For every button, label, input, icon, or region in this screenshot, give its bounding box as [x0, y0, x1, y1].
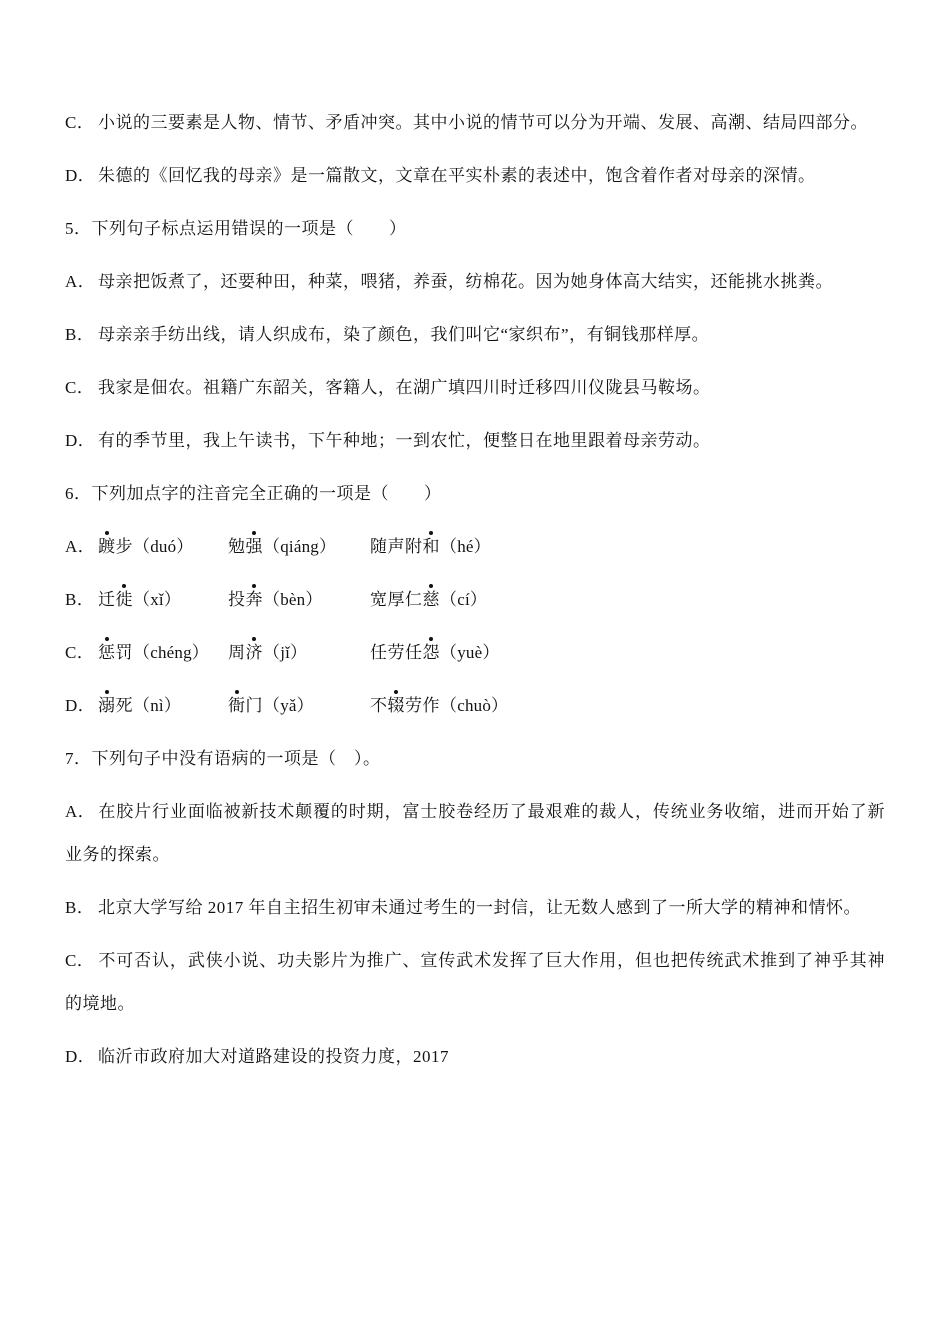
option-text: 母亲亲手纺出线，请人织成布，染了颜色，我们叫它“家织布”，有铜钱那样厚。 [98, 325, 710, 344]
q6-word-item [98, 631, 228, 674]
word-post: 罚 [115, 643, 133, 662]
emphasized-char: 和 [422, 537, 440, 556]
q5-option-b [65, 313, 885, 356]
option-label: D． [65, 166, 96, 185]
option-label: A． [65, 802, 96, 821]
option-label: B． [65, 325, 95, 344]
emphasized-char: 踱 [98, 537, 116, 556]
q5-stem: 5．下列句子标点运用错误的一项是（ ） [65, 219, 407, 238]
emphasized-char: 慈 [422, 590, 440, 609]
word-post: 劳作 [405, 696, 440, 715]
pinyin: （bèn） [263, 590, 323, 609]
pinyin: （chuò） [440, 696, 509, 715]
q7-option-d [65, 1035, 885, 1078]
q6-stem: 6．下列加点字的注音完全正确的一项是（ ） [65, 484, 442, 503]
emphasized-char: 奔 [245, 590, 263, 609]
option-label: C． [65, 951, 95, 970]
pinyin: （duó） [133, 537, 194, 556]
word-post: 死 [115, 696, 133, 715]
pinyin: （xǐ） [133, 590, 182, 609]
q6-option-c [65, 631, 885, 674]
q7-stem: 7．下列句子中没有语病的一项是（ ）。 [65, 749, 381, 768]
q6-word-item [228, 525, 370, 568]
option-label: A． [65, 272, 96, 291]
q6-word-item [98, 684, 228, 727]
emphasized-char: 徙 [115, 590, 133, 609]
pinyin: （jǐ） [263, 643, 308, 662]
word-pre: 勉 [228, 537, 246, 556]
q5-option-a [65, 260, 885, 303]
pinyin: （nì） [133, 696, 182, 715]
q5-option-d [65, 419, 885, 462]
word-pre: 周 [228, 643, 246, 662]
option-label: A． [65, 537, 96, 556]
q5-option-c [65, 366, 885, 409]
pinyin: （hé） [440, 537, 491, 556]
word-pre: 迁 [98, 590, 116, 609]
q6-word-item [370, 631, 500, 674]
word-pre: 宽厚仁 [370, 590, 423, 609]
option-label: B． [65, 898, 95, 917]
option-label: D． [65, 696, 96, 715]
pinyin: （chéng） [133, 643, 209, 662]
pinyin: （cí） [440, 590, 488, 609]
word-pre: 任劳任 [370, 643, 423, 662]
option-text: 在胶片行业面临被新技术颠覆的时期，富士胶卷经历了最艰难的裁人，传统业务收缩，进而开始了新业务的探索。 [65, 802, 885, 864]
option-text: 我家是佃农。祖籍广东韶关，客籍人，在湖广填四川时迁移四川仪陇县马鞍场。 [98, 378, 711, 397]
emphasized-char: 怨 [422, 643, 440, 662]
option-label: C． [65, 113, 95, 132]
q6-word-item [98, 525, 228, 568]
pinyin: （qiáng） [263, 537, 337, 556]
emphasized-char: 强 [245, 537, 263, 556]
q6-word-item [98, 578, 228, 621]
word-post: 步 [115, 537, 133, 556]
option-label: D． [65, 431, 96, 450]
word-post: 门 [245, 696, 263, 715]
emphasized-char: 溺 [98, 696, 116, 715]
word-pre: 不 [370, 696, 388, 715]
option-text: 北京大学写给 2017 年自主招生初审未通过考生的一封信，让无数人感到了一所大学的精神和情怀。 [98, 898, 861, 917]
q6-option-b [65, 578, 885, 621]
option-text: 小说的三要素是人物、情节、矛盾冲突。其中小说的情节可以分为开端、发展、高潮、结局四部分。 [98, 113, 868, 132]
q6-word-item [370, 578, 487, 621]
emphasized-char: 济 [245, 643, 263, 662]
option-text: 临沂市政府加大对道路建设的投资力度，2017 [98, 1047, 449, 1066]
q6-word-item [370, 684, 508, 727]
q6-option-a [65, 525, 885, 568]
option-label: D． [65, 1047, 96, 1066]
word-pre: 投 [228, 590, 246, 609]
option-label: C． [65, 378, 95, 397]
q6-word-item [228, 684, 370, 727]
q6-word-item [228, 631, 370, 674]
q4-option-c [65, 101, 885, 144]
option-label: B． [65, 590, 95, 609]
pinyin: （yuè） [440, 643, 500, 662]
option-label: C． [65, 643, 95, 662]
emphasized-char: 衙 [228, 696, 246, 715]
q6-word-item [228, 578, 370, 621]
q7-option-b [65, 886, 885, 929]
emphasized-char: 辍 [387, 696, 405, 715]
option-text: 不可否认，武侠小说、功夫影片为推广、宣传武术发挥了巨大作用，但也把传统武术推到了神乎其神的境地。 [65, 951, 885, 1013]
option-text: 有的季节里，我上午读书，下午种地；一到农忙，便整日在地里跟着母亲劳动。 [98, 431, 711, 450]
pinyin: （yǎ） [263, 696, 314, 715]
q7-option-a [65, 790, 885, 876]
word-pre: 随声附 [370, 537, 423, 556]
option-text: 朱德的《回忆我的母亲》是一篇散文，文章在平实朴素的表述中，饱含着作者对母亲的深情。 [98, 166, 816, 185]
q4-option-d [65, 154, 885, 197]
q6-option-d [65, 684, 885, 727]
q7-option-c [65, 939, 885, 1025]
emphasized-char: 惩 [98, 643, 116, 662]
option-text: 母亲把饭煮了，还要种田，种菜，喂猪，养蚕，纺棉花。因为她身体高大结实，还能挑水挑粪。 [98, 272, 833, 291]
q6-word-item [370, 525, 491, 568]
